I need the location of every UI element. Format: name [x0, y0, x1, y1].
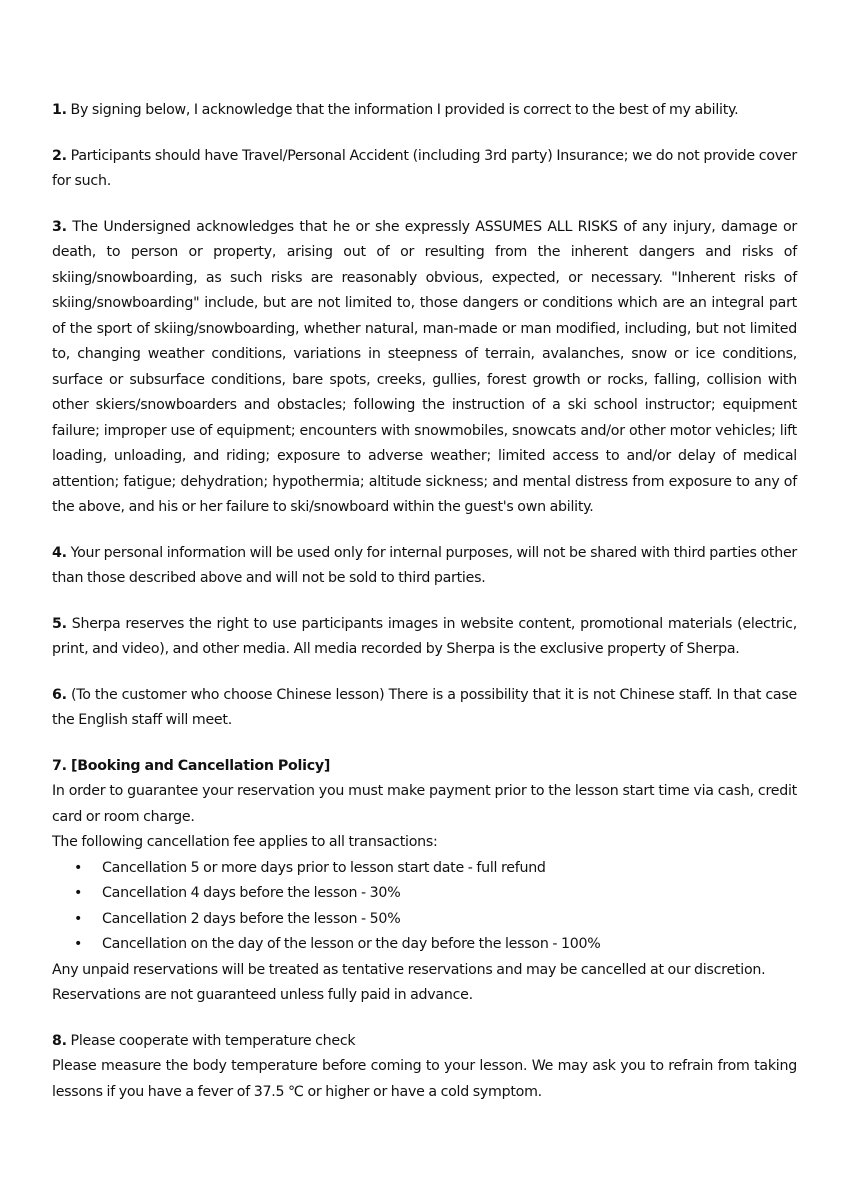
fee-item — [52, 907, 797, 933]
clause-text: (To the customer who choose Chinese lesson) There is a possibility that it is not Chinese staff. In that case the English staff will meet. — [52, 686, 797, 728]
clause-number: 3. — [52, 218, 67, 235]
clause-3 — [52, 215, 797, 521]
fee-text: Cancellation on the day of the lesson or the day before the lesson - 100% — [102, 936, 601, 952]
clause-text: Participants should have Travel/Personal Accident (including 3rd party) Insurance; we do not provide cover for such. — [52, 147, 797, 189]
policy-heading — [52, 754, 797, 780]
clause-number: 8. — [52, 1032, 67, 1049]
temperature-text: Please measure the body temperature before coming to your lesson. We may ask you to refrain from taking lessons if you have a fever of 37.5 ℃ or higher or have a cold symptom. — [52, 1058, 797, 1100]
clause-text: Sherpa reserves the right to use participants images in website content, promotional materials (electric, print, and video), and other media. All media recorded by Sherpa is the exclusive property of Sherpa. — [52, 615, 797, 657]
booking-cancellation-policy — [52, 754, 797, 1009]
policy-footer-unpaid: Any unpaid reservations will be treated as tentative reservations and may be cancelled at our discretion. — [52, 961, 766, 978]
clause-number: 5. — [52, 615, 67, 632]
policy-title: [Booking and Cancellation Policy] — [70, 757, 331, 774]
temperature-check — [52, 1029, 797, 1106]
fee-item — [52, 856, 797, 882]
clause-text: The Undersigned acknowledges that he or she expressly ASSUMES ALL RISKS of any injury, damage or death, to person or property, arising out of or resulting from the inherent dangers and risks of skiing/snowboarding, as such risks are reasonably obvious, expected, or necessary. "Inherent risks of skiing/snowboarding" include, but are not limited to, those dangers or conditions which are an integral part of the sport of skiing/snowboarding, whether natural, man-made or man modified, including, but not limited to, changing weather conditions, variations in steepness of terrain, avalanches, snow or ice conditions, surface or subsurface conditions, bare spots, creeks, gullies, forest growth or rocks, falling, collision with other skiers/snowboarders and obstacles; following the instruction of a ski school instructor; equipment failure; improper use of equipment; encounters with snowmobiles, snowcats and/or other motor vehicles; lift loading, unloading, and riding; exposure to adverse weather; limited access to and/or delay of medical attention; fatigue; dehydration; hypothermia; altitude sickness; and mental distress from exposure to any of the above, and his or her failure to ski/snowboard within the guest's own ability. — [52, 218, 797, 515]
bullet-icon: • — [74, 859, 83, 876]
clause-text: Your personal information will be used only for internal purposes, will not be shared with third parties other than those described above and will not be sold to third parties. — [52, 544, 798, 586]
clause-number: 4. — [52, 544, 67, 561]
temperature-title: Please cooperate with temperature check — [70, 1032, 356, 1049]
clause-number: 1. — [52, 102, 67, 118]
bullet-icon: • — [74, 910, 83, 927]
fee-text: Cancellation 4 days before the lesson - 30% — [102, 885, 401, 901]
fee-item — [52, 932, 797, 958]
clause-2 — [52, 144, 797, 195]
fee-text: Cancellation 2 days before the lesson - 50% — [102, 910, 401, 927]
clause-number: 6. — [52, 686, 67, 703]
fee-text: Cancellation 5 or more days prior to lesson start date - full refund — [102, 859, 546, 876]
bullet-icon: • — [74, 885, 83, 901]
clause-5 — [52, 612, 797, 663]
clause-1 — [52, 98, 797, 124]
fee-item — [52, 881, 797, 907]
bullet-icon: • — [74, 936, 83, 952]
policy-intro: In order to guarantee your reservation you must make payment prior to the lesson start time via cash, credit card or room charge. — [52, 783, 797, 825]
policy-footer-guarantee: Reservations are not guaranteed unless fully paid in advance. — [52, 987, 473, 1003]
fee-intro: The following cancellation fee applies to all transactions: — [52, 834, 438, 850]
clause-number: 2. — [52, 147, 67, 164]
temperature-heading — [52, 1029, 797, 1055]
clause-text: By signing below, I acknowledge that the information I provided is correct to the best of my ability. — [70, 102, 739, 118]
cancellation-fee-list — [52, 856, 797, 958]
clause-4 — [52, 541, 797, 592]
clause-number: 7. — [52, 757, 67, 774]
terms-document — [52, 98, 797, 1125]
clause-6 — [52, 683, 797, 734]
